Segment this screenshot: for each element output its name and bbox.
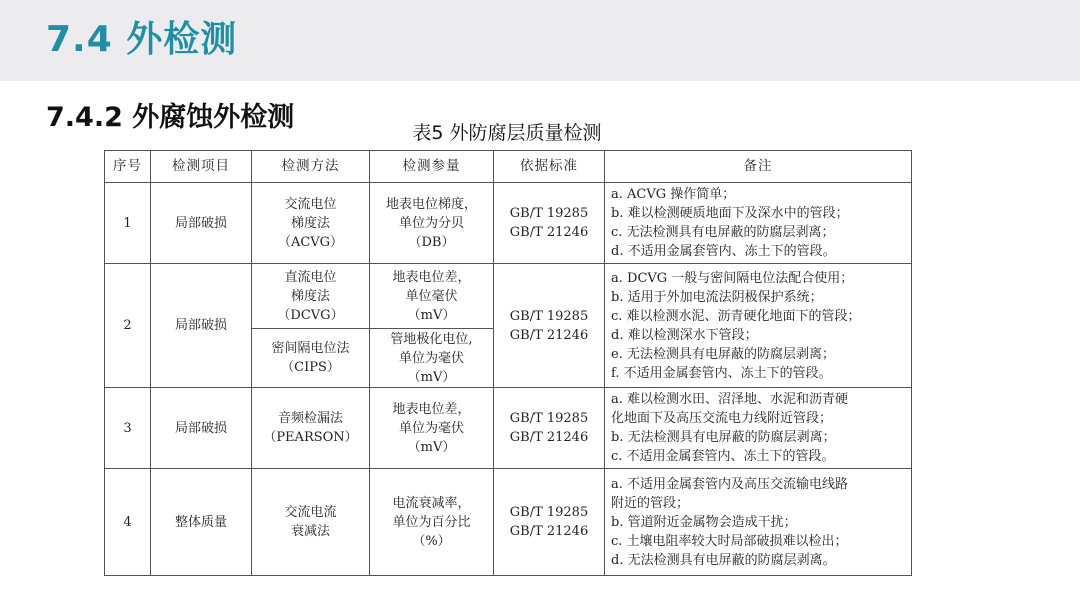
table-row bbox=[105, 183, 912, 264]
row-item: 整体质量 bbox=[151, 469, 252, 576]
param-line: 单位为毫伏 bbox=[398, 420, 464, 436]
standard-line: GB/T 21246 bbox=[509, 225, 589, 240]
inspection-table bbox=[104, 150, 912, 576]
col-header-param: 检测参量 bbox=[370, 151, 494, 183]
row-param bbox=[370, 329, 494, 388]
param-line: 单位为分贝 bbox=[398, 215, 464, 231]
row-param bbox=[370, 183, 494, 264]
note-line: c. 无法检测具有电屏蔽的防腐层剥离； bbox=[611, 225, 835, 240]
method-line: 密间隔电位法 bbox=[271, 341, 350, 356]
col-header-item: 检测项目 bbox=[151, 151, 252, 183]
standard-line: GB/T 19285 bbox=[509, 206, 589, 221]
note-line: e. 无法检测具有电屏蔽的防腐层剥离； bbox=[611, 346, 835, 362]
standard-line: GB/T 21246 bbox=[509, 524, 589, 539]
note-line: 附近的管段； bbox=[611, 495, 690, 511]
method-line: （ACVG） bbox=[277, 234, 344, 250]
row-number: 3 bbox=[105, 388, 151, 469]
row-standards bbox=[494, 264, 605, 388]
note-line: c. 土壤电阻率较大时局部破损难以检出； bbox=[611, 533, 848, 549]
page-title: 7.4 外检测 bbox=[46, 19, 238, 60]
note-line: d. 无法检测具有电屏蔽的防腐层剥离。 bbox=[611, 552, 836, 568]
method-line: 音频检漏法 bbox=[277, 411, 343, 426]
note-line: d. 不适用金属套管内、冻土下的管段。 bbox=[611, 244, 836, 259]
row-number: 4 bbox=[105, 469, 151, 576]
table-row bbox=[105, 388, 912, 469]
table-row bbox=[105, 469, 912, 576]
method-line: 交流电位 bbox=[284, 196, 337, 212]
param-line: （mV） bbox=[407, 439, 456, 455]
standard-line: GB/T 19285 bbox=[509, 308, 589, 324]
note-line: b. 难以检测硬质地面下及深水中的管段； bbox=[611, 206, 849, 221]
note-line: 化地面下及高压交流电力线附近管段； bbox=[611, 411, 833, 426]
row-standards bbox=[494, 388, 605, 469]
standard-line: GB/T 21246 bbox=[509, 430, 589, 445]
method-line: 衰减法 bbox=[290, 524, 330, 539]
note-line: a. ACVG 操作简单； bbox=[611, 187, 736, 202]
method-line: （PEARSON） bbox=[263, 430, 358, 445]
param-line: 单位为百分比 bbox=[392, 514, 471, 530]
row-method bbox=[252, 329, 370, 388]
row-number: 1 bbox=[105, 183, 151, 264]
note-line: d. 难以检测深水下管段； bbox=[611, 327, 758, 343]
note-line: b. 无法检测具有电屏蔽的防腐层剥离； bbox=[611, 430, 836, 445]
row-standards bbox=[494, 469, 605, 576]
param-line: 单位毫伏 bbox=[405, 288, 458, 304]
row-notes bbox=[605, 469, 912, 576]
note-line: c. 不适用金属套管内、冻土下的管段。 bbox=[611, 449, 835, 464]
param-line: 单位为毫伏 bbox=[398, 350, 464, 366]
row-method bbox=[252, 388, 370, 469]
row-method bbox=[252, 469, 370, 576]
method-line: 交流电流 bbox=[284, 505, 337, 520]
param-line: 地表电位差， bbox=[392, 269, 471, 285]
row-item: 局部破损 bbox=[151, 183, 252, 264]
note-line: c. 难以检测水泥、沥青硬化地面下的管段； bbox=[611, 308, 861, 324]
col-header-method: 检测方法 bbox=[252, 151, 370, 183]
method-line: 梯度法 bbox=[290, 215, 330, 231]
note-line: a. 难以检测水田、沼泽地、水泥和沥青硬 bbox=[611, 392, 849, 407]
param-line: （DB） bbox=[408, 234, 455, 250]
row-standards bbox=[494, 183, 605, 264]
row-notes bbox=[605, 388, 912, 469]
section-title: 7.4.2 外腐蚀外检测 bbox=[46, 102, 295, 133]
note-line: f. 不适用金属套管内、冻土下的管段。 bbox=[611, 365, 832, 381]
method-line: （DCVG） bbox=[277, 307, 344, 323]
method-line: 直流电位 bbox=[284, 269, 337, 285]
table-row bbox=[105, 264, 912, 329]
row-notes bbox=[605, 264, 912, 388]
row-item: 局部破损 bbox=[151, 264, 252, 388]
row-item: 局部破损 bbox=[151, 388, 252, 469]
note-line: a. DCVG 一般与密间隔电位法配合使用； bbox=[611, 270, 854, 286]
param-line: 地表电位梯度， bbox=[385, 196, 477, 212]
row-param bbox=[370, 264, 494, 329]
param-line: （mV） bbox=[407, 307, 456, 323]
table-header-row bbox=[105, 151, 912, 183]
row-method bbox=[252, 183, 370, 264]
standard-line: GB/T 19285 bbox=[509, 505, 589, 520]
param-line: 电流衰减率， bbox=[392, 495, 471, 511]
param-line: （mV） bbox=[407, 369, 456, 385]
method-line: 梯度法 bbox=[290, 288, 330, 304]
col-header-standard: 依据标准 bbox=[494, 151, 605, 183]
row-param bbox=[370, 388, 494, 469]
note-line: a. 不适用金属套管内及高压交流输电线路 bbox=[611, 476, 849, 492]
table-caption: 表5 外防腐层质量检测 bbox=[412, 122, 602, 144]
method-line: （CIPS） bbox=[281, 360, 340, 375]
row-number: 2 bbox=[105, 264, 151, 388]
param-line: 管地极化电位, bbox=[390, 331, 473, 347]
col-header-notes: 备注 bbox=[605, 151, 912, 183]
standard-line: GB/T 21246 bbox=[509, 327, 589, 343]
note-line: b. 适用于外加电流法阴极保护系统； bbox=[611, 289, 823, 305]
row-notes bbox=[605, 183, 912, 264]
param-line: 地表电位差， bbox=[392, 401, 471, 417]
row-param bbox=[370, 469, 494, 576]
note-line: b. 管道附近金属物会造成干扰； bbox=[611, 514, 797, 530]
param-line: （%） bbox=[412, 533, 451, 549]
standard-line: GB/T 19285 bbox=[509, 411, 589, 426]
row-method bbox=[252, 264, 370, 329]
col-header-no: 序号 bbox=[105, 151, 151, 183]
